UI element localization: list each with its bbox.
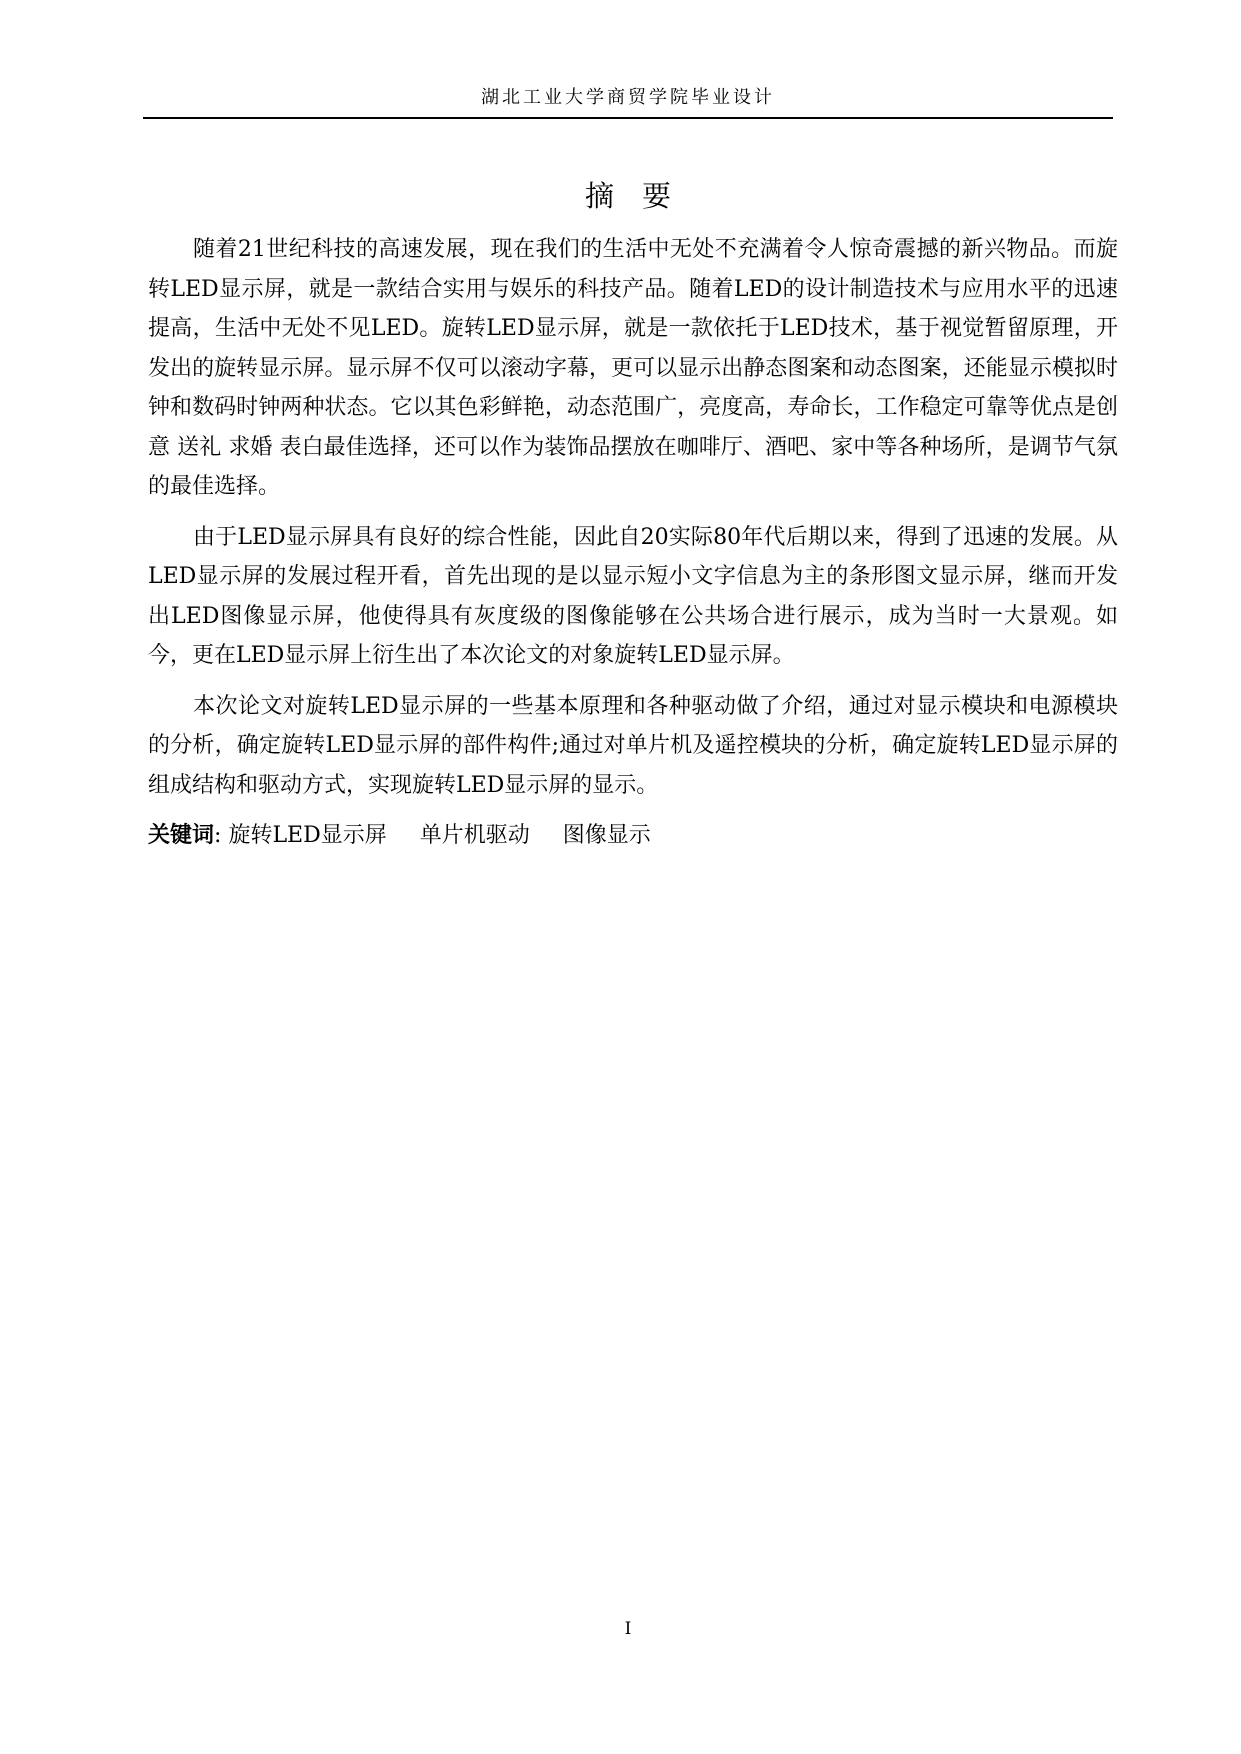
header-divider [143, 117, 1113, 119]
keywords-line [148, 816, 1118, 856]
page-header-title: 湖北工业大学商贸学院毕业设计 [481, 87, 775, 108]
abstract-paragraph-2: 由于LED显示屏具有良好的综合性能，因此自20实际80年代后期以来，得到了迅速的发展。从LED显示屏的发展过程开看，首先出现的是以显示短小文字信息为主的条形图文显示屏，继而开发出LED图像显示屏，他使得具有灰度级的图像能够在公共场合进行展示，成为当时一大景观。如今，更在LED显示屏上衍生出了本次论文的对象旋转LED显示屏。 [148, 524, 1118, 668]
abstract-title [143, 178, 1113, 214]
abstract-paragraph-1: 随着21世纪科技的高速发展，现在我们的生活中无处不充满着令人惊奇震撼的新兴物品。而旋转LED显示屏，就是一款结合实用与娱乐的科技产品。随着LED的设计制造技术与应用水平的迅速提高，生活中无处不见LED。旋转LED显示屏，就是一款依托于LED技术，基于视觉暂留原理，开发出的旋转显示屏。显示屏不仅可以滚动字幕，更可以显示出静态图案和动态图案，还能显示模拟时钟和数码时钟两种状态。它以其色彩鲜艳，动态范围广，亮度高，寿命长，工作稳定可靠等优点是创意 送礼 求婚 表白最佳选择，还可以作为装饰品摆放在咖啡厅、酒吧、家中等各种场所，是调节气氛的最佳选择。 [148, 237, 1118, 499]
abstract-body [148, 230, 1118, 856]
keywords-colon: : [214, 823, 222, 848]
keyword-item: 图像显示 [562, 823, 651, 848]
page-number: I [624, 1619, 632, 1639]
keyword-item: 单片机驱动 [419, 823, 530, 848]
keyword-item: 旋转LED显示屏 [228, 823, 387, 848]
abstract-title-char-1: 摘 [584, 179, 614, 213]
keywords-label: 关键词 [148, 822, 215, 848]
abstract-paragraph-3: 本次论文对旋转LED显示屏的一些基本原理和各种驱动做了介绍，通过对显示模块和电源模块的分析，确定旋转LED显示屏的部件构件;通过对单片机及遥控模块的分析，确定旋转LED显示屏的组成结构和驱动方式，实现旋转LED显示屏的显示。 [148, 693, 1118, 798]
abstract-title-char-2: 要 [642, 179, 672, 213]
